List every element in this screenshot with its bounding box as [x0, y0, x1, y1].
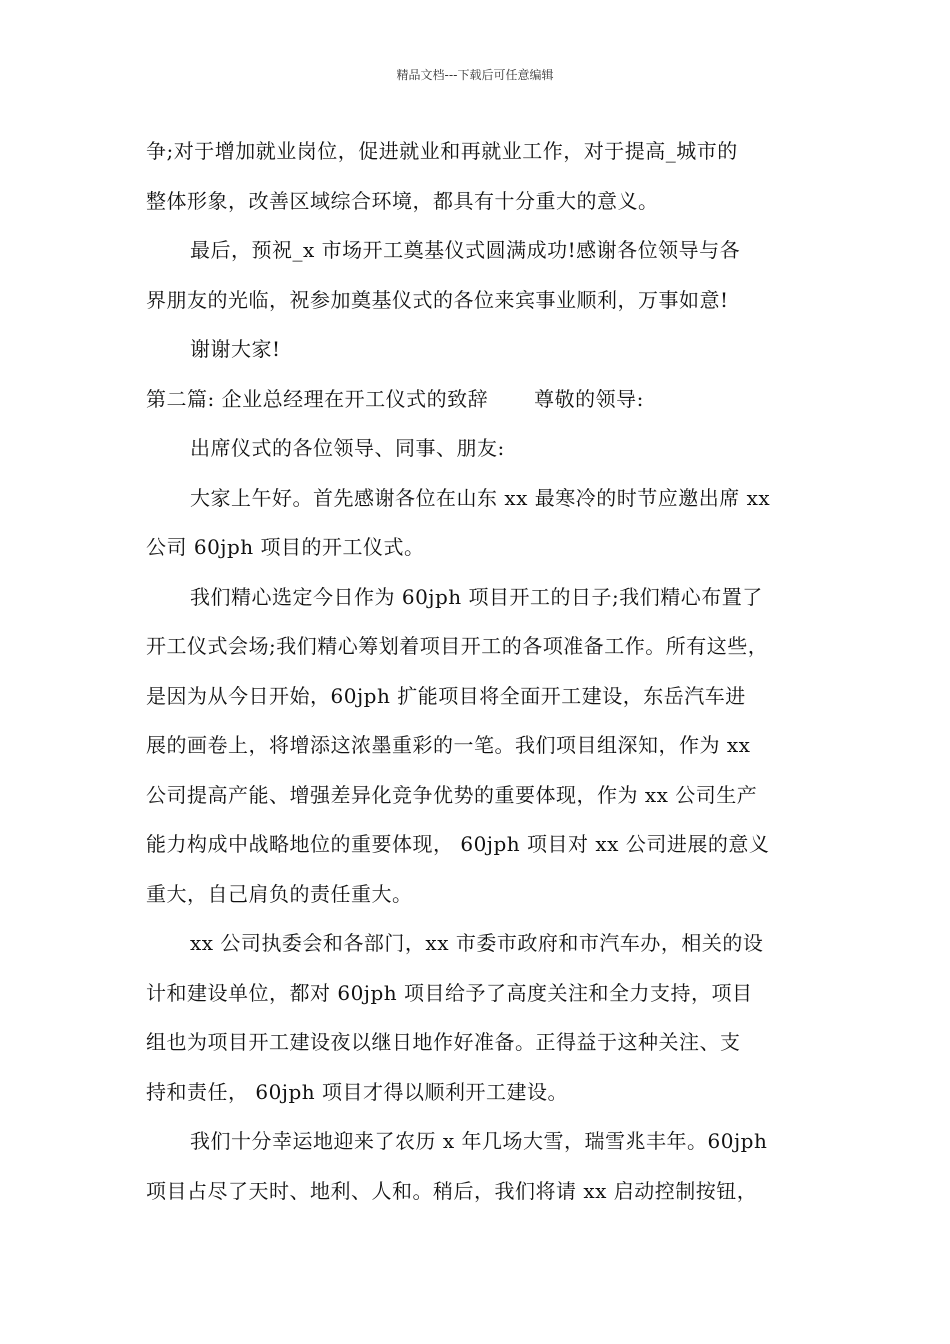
- text-line: 大家上午好。首先感谢各位在山东 xx 最寒冷的时节应邀出席 xx: [190, 485, 771, 510]
- section-heading: 第二篇: 企业总经理在开工仪式的致辞: [146, 386, 489, 411]
- text-line: 公司提高产能、增强差异化竞争优势的重要体现，作为 xx 公司生产: [146, 782, 758, 807]
- text-line: 出席仪式的各位领导、同事、朋友:: [190, 436, 505, 460]
- text-line: 争;对于增加就业岗位，促进就业和再就业工作，对于提高_城市的: [146, 139, 738, 163]
- text-line: 整体形象，改善区域综合环境，都具有十分重大的意义。: [146, 188, 659, 213]
- document-body: [146, 133, 816, 1222]
- text-line: 重大，自己肩负的责任重大。: [146, 881, 413, 906]
- text-line: 计和建设单位，都对 60jph 项目给予了高度关注和全力支持，项目: [146, 980, 753, 1005]
- text-line: 持和责任， 60jph 项目才得以顺利开工建设。: [146, 1079, 569, 1104]
- text-line: 公司 60jph 项目的开工仪式。: [146, 535, 425, 559]
- text-line: 能力构成中战略地位的重要体现， 60jph 项目对 xx 公司进展的意义: [146, 832, 770, 856]
- text-line: 是因为从今日开始，60jph 扩能项目将全面开工建设，东岳汽车进: [146, 683, 746, 708]
- salutation: 尊敬的领导:: [534, 386, 644, 411]
- text-line: 项目占尽了天时、地利、人和。稍后，我们将请 xx 启动控制按钮，: [146, 1178, 758, 1203]
- text-line: 我们精心选定今日作为 60jph 项目开工的日子;我们精心布置了: [190, 584, 763, 609]
- text-line: 开工仪式会场;我们精心筹划着项目开工的各项准备工作。所有这些，: [146, 634, 769, 658]
- page-header: 精品文档---下载后可任意编辑: [396, 68, 554, 82]
- section-heading-line: [146, 381, 816, 431]
- text-line: 我们十分幸运地迎来了农历 x 年几场大雪，瑞雪兆丰年。60jph: [190, 1129, 768, 1153]
- text-line: 展的画卷上，将增添这浓墨重彩的一笔。我们项目组深知，作为 xx: [146, 733, 751, 757]
- text-line: 最后，预祝_x 市场开工奠基仪式圆满成功!感谢各位领导与各: [190, 238, 741, 262]
- text-line: 谢谢大家!: [190, 337, 281, 361]
- text-line: 界朋友的光临，祝参加奠基仪式的各位来宾事业顺利，万事如意!: [146, 287, 729, 312]
- text-line: xx 公司执委会和各部门，xx 市委市政府和市汽车办，相关的设: [190, 931, 764, 955]
- text-line: 组也为项目开工建设夜以继日地作好准备。正得益于这种关注、支: [146, 1030, 741, 1054]
